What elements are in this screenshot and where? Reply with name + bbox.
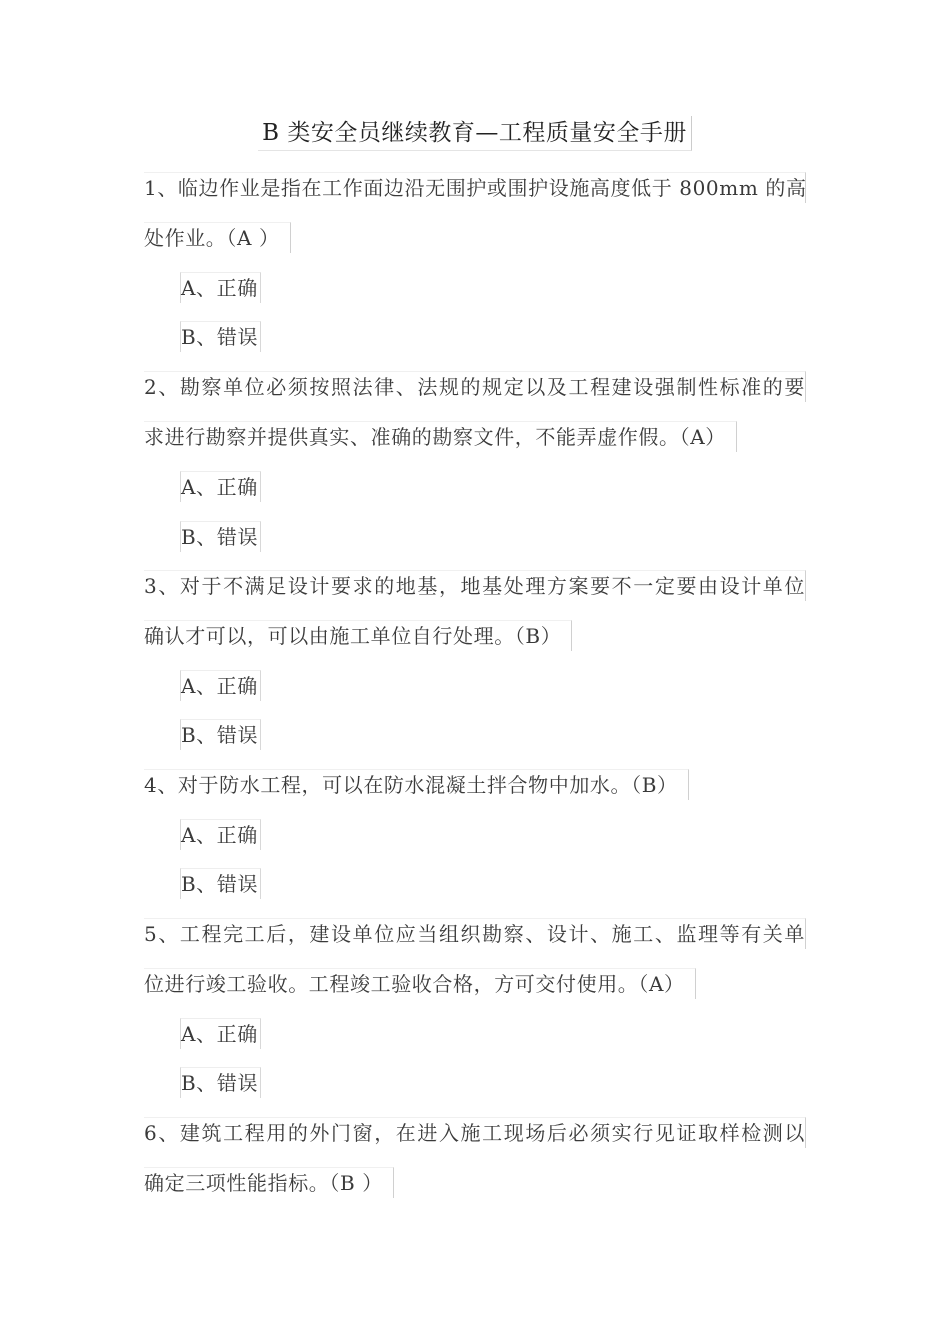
question-6-line-1: 6、建筑工程用的外门窗，在进入施工现场后必须实行见证取样检测以 [144,1117,806,1148]
question-1-option-b: B、错误 [180,321,261,352]
question-2-option-a: A、正确 [180,471,261,502]
question-1-line-1: 1、临边作业是指在工作面边沿无围护或围护设施高度低于 800mm 的高 [144,172,806,203]
question-6-line-2: 确定三项性能指标。（B ） [144,1167,394,1198]
question-5-option-a: A、正确 [180,1018,261,1049]
question-5-option-b: B、错误 [180,1067,261,1098]
question-5-line-1: 5、工程完工后，建设单位应当组织勘察、设计、施工、监理等有关单 [144,918,806,949]
document-title-text: B 类安全员继续教育—工程质量安全手册 [258,116,692,151]
question-1-option-a: A、正确 [180,272,261,303]
question-3-line-2: 确认才可以，可以由施工单位自行处理。（B） [144,620,572,651]
document-title [0,116,950,151]
question-3-line-1: 3、对于不满足设计要求的地基，地基处理方案要不一定要由设计单位 [144,570,806,601]
question-2-line-2: 求进行勘察并提供真实、准确的勘察文件，不能弄虚作假。（A） [144,421,737,452]
question-3-option-a: A、正确 [180,670,261,701]
question-5-line-2: 位进行竣工验收。工程竣工验收合格，方可交付使用。（A） [144,968,696,999]
question-3-option-b: B、错误 [180,719,261,750]
question-1-line-2: 处作业。（A ） [144,222,291,253]
question-4-option-b: B、错误 [180,868,261,899]
question-2-line-1: 2、勘察单位必须按照法律、法规的规定以及工程建设强制性标准的要 [144,371,806,402]
question-2-option-b: B、错误 [180,521,261,552]
question-4-option-a: A、正确 [180,819,261,850]
question-4-line-1: 4、对于防水工程，可以在防水混凝土拌合物中加水。（B） [144,769,689,800]
